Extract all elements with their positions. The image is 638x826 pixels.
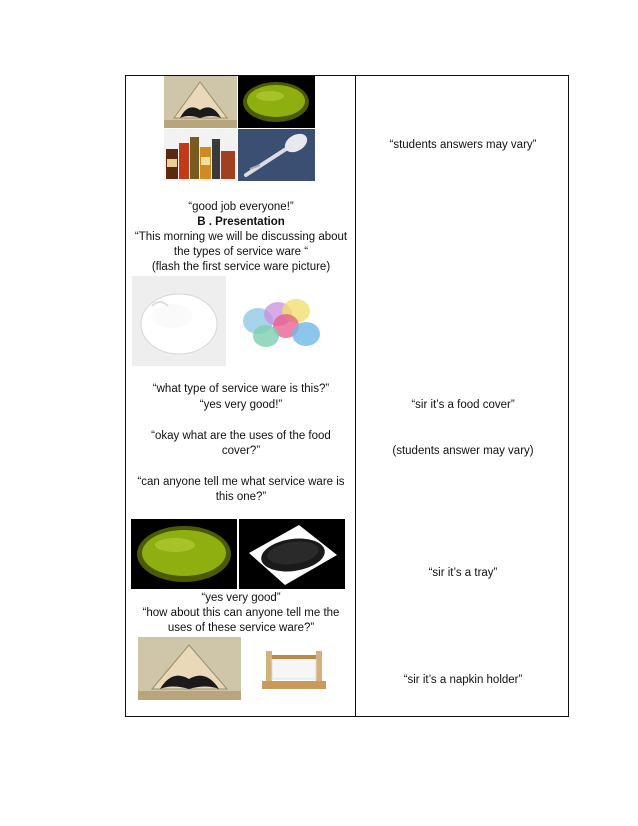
mesh-food-covers-image xyxy=(230,286,342,356)
yes-very-good-2: “yes very good” xyxy=(201,592,281,604)
condiments-image xyxy=(164,129,237,181)
green-tray-large-image xyxy=(131,519,237,589)
intro-line-1: “This morning we will be discussing about xyxy=(134,231,348,243)
flash-instruction: (flash the first service ware picture) xyxy=(151,261,331,273)
answer-napkin-holder: “sir it’s a napkin holder” xyxy=(403,674,523,686)
yes-very-good-1: “yes very good!” xyxy=(199,399,283,411)
question-howabout-line-1: “how about this can anyone tell me the xyxy=(142,607,340,619)
section-heading: B . Presentation xyxy=(197,216,285,228)
green-tray-image xyxy=(238,76,315,128)
answer-food-cover: “sir it’s a food cover” xyxy=(411,399,515,411)
question-type: “what type of service ware is this?” xyxy=(152,383,330,395)
wooden-napkin-holder-image xyxy=(244,637,344,700)
question-anyone-line-1: “can anyone tell me what service ware is xyxy=(137,476,345,488)
lesson-table xyxy=(125,75,569,717)
question-howabout-line-2: uses of these service ware?” xyxy=(167,622,315,634)
intro-line-2: the types of service ware “ xyxy=(173,246,309,258)
students-answers-text: “students answers may vary” xyxy=(389,139,537,151)
black-tray-image xyxy=(239,519,345,589)
good-job-text: “good job everyone!” xyxy=(188,201,294,213)
silver-spoon-image xyxy=(238,129,315,181)
napkin-holder-mustache-image xyxy=(164,76,237,128)
answer-tray: “sir it’s a tray” xyxy=(428,567,498,579)
question-uses-line-2: cover?” xyxy=(221,445,261,457)
white-food-cover-image xyxy=(132,276,226,366)
napkin-holder-mustache-image-2 xyxy=(138,637,241,700)
question-anyone-line-2: this one?” xyxy=(215,491,267,503)
question-uses-line-1: “okay what are the uses of the food xyxy=(151,430,331,442)
answer-may-vary: (students answer may vary) xyxy=(392,445,534,457)
